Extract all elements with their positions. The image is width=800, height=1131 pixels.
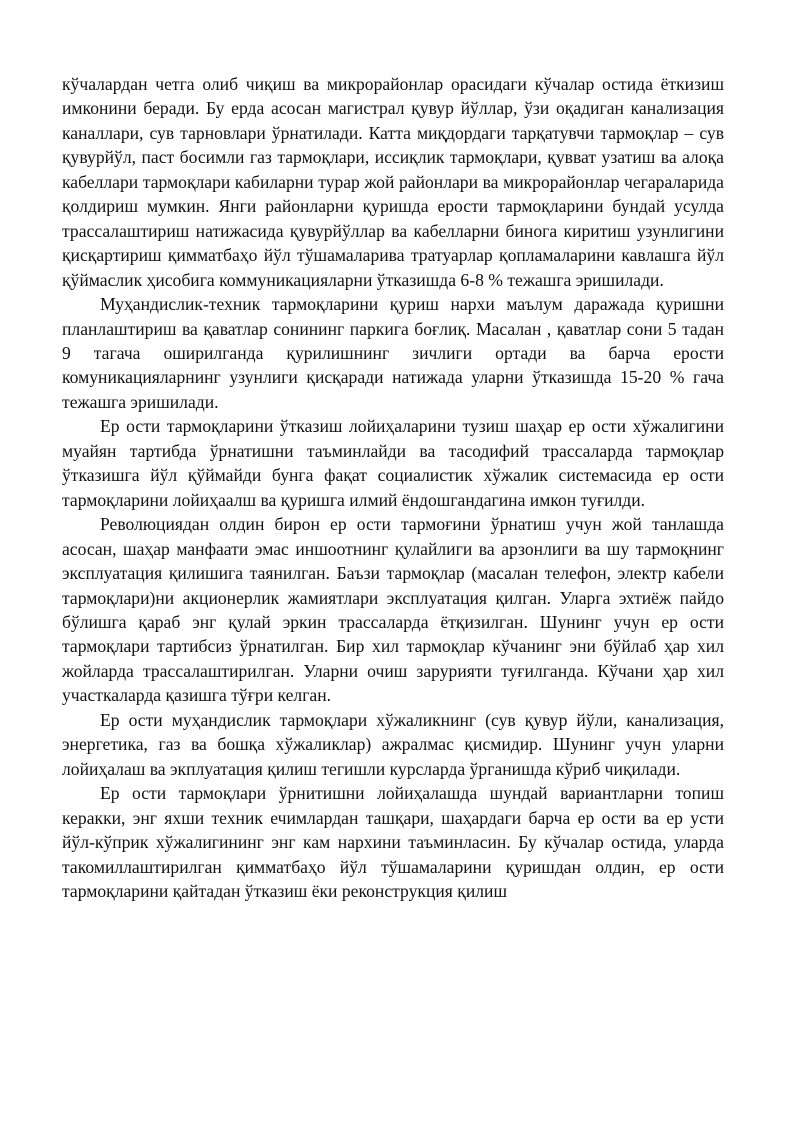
paragraph-design-variants: Ер ости тармоқлари ўрнитишни лойиҳалашда шундай вариантларни топиш керакки, энг яхши техник ечимлардан ташқари, шаҳардаги барча ер ости ва ер усти йўл-кўприк хўжалигининг энг кам нархини таъминласин. Бу кўчалар остида, уларда такомиллаштирилган қимматбаҳо йўл тўшамаларини қуришдан олдин, ер ости тармоқларини қайтадан ўтказиш ёки реконструкция қилиш <box>62 783 724 901</box>
paragraph-construction-cost: Муҳандислик-техник тармоқларини қуриш нархи маълум даражада қуришни планлаштириш ва қаватлар сонининг паркига боғлиқ. Масалан , қаватлар сони 5 тадан 9 тагача оширилганда қурилишнинг зичлиги ортади ва барча ерости комуникацияларнинг узунлиги қисқаради натижада уларни ўтказишда 15-20 % гача тежашга эришилади. <box>62 294 724 412</box>
paragraph-underground-projects: Ер ости тармоқларини ўтказиш лойиҳаларини тузиш шаҳар ер ости хўжалигини муайян тартибда ўрнатишни таъминлайди ва тасодифий трассаларда тармоқлар ўтказишга йўл қўймайди бунга фақат социалистик хўжалик системасида ер ости тармоқларини лойиҳаалш ва қуришга илмий ёндошгандагина имкон туғилди. <box>62 416 724 510</box>
paragraph-engineering-networks: Ер ости муҳандислик тармоқлари хўжаликнинг (сув қувур йўли, канализация, энергетика, газ ва бошқа хўжаликлар) ажралмас қисмидир. Шунинг учун уларни лойиҳалаш ва экплуатация қилиш тегишли курсларда ўрганишда кўриб чиқилади. <box>62 709 724 779</box>
paragraph-continuation: кўчалардан четга олиб чиқиш ва микрорайонлар орасидаги кўчалар остида ёткизиш имконини беради. Бу ерда асосан магистрал қувур йўллар, ўзи оқадиган канализация каналлари, сув тарновлари ўрнатилади. Катта миқдордаги тарқатувчи тармоқлар – сув қувурйўл, паст босимли газ тармоқлари, иссиқлик тармоқлари, қувват узатиш ва алоқа кабеллари тармоқлари кабиларни турар жой районлари ва микрорайонлар чегараларида қолдириш мумкин. Янги районларни қуришда ерости тармоқларини бундай усулда трассалаштириш натижасида қувурйўллар ва кабелларни бинога киритиш узунлигини қисқартириш қимматбаҳо йўл тўшамаларива тратуарлар қопламаларини кавлашга йўл қўймаслик ҳисобига коммуникацияларни ўтказишда 6-8 % тежашга эришилади. <box>62 74 724 290</box>
paragraph-pre-revolution: Революциядан олдин бирон ер ости тармоғини ўрнатиш учун жой танлашда асосан, шаҳар манфаати эмас иншоотнинг қулайлиги ва арзонлиги ва шу тармоқнинг эксплуатация қилишига таянилган. Баъзи тармоқлар (масалан телефон, электр кабели тармоқлари)ни акционерлик жамиятлари эксплуатация қилган. Уларга эхтиёж пайдо бўлишга қараб энг қулай эркин трассаларда ётқизилган. Шунинг учун ер ости тармоқлари тартибсиз ўрнатилган. Бир хил тармоқлар кўчанинг эни бўйлаб ҳар хил жойларда трассалаштирилган. Уларни очиш зарурияти туғилганда. Кўчани ҳар хил участкаларда қазишга тўғри келган. <box>62 514 724 706</box>
body-text <box>62 72 724 903</box>
